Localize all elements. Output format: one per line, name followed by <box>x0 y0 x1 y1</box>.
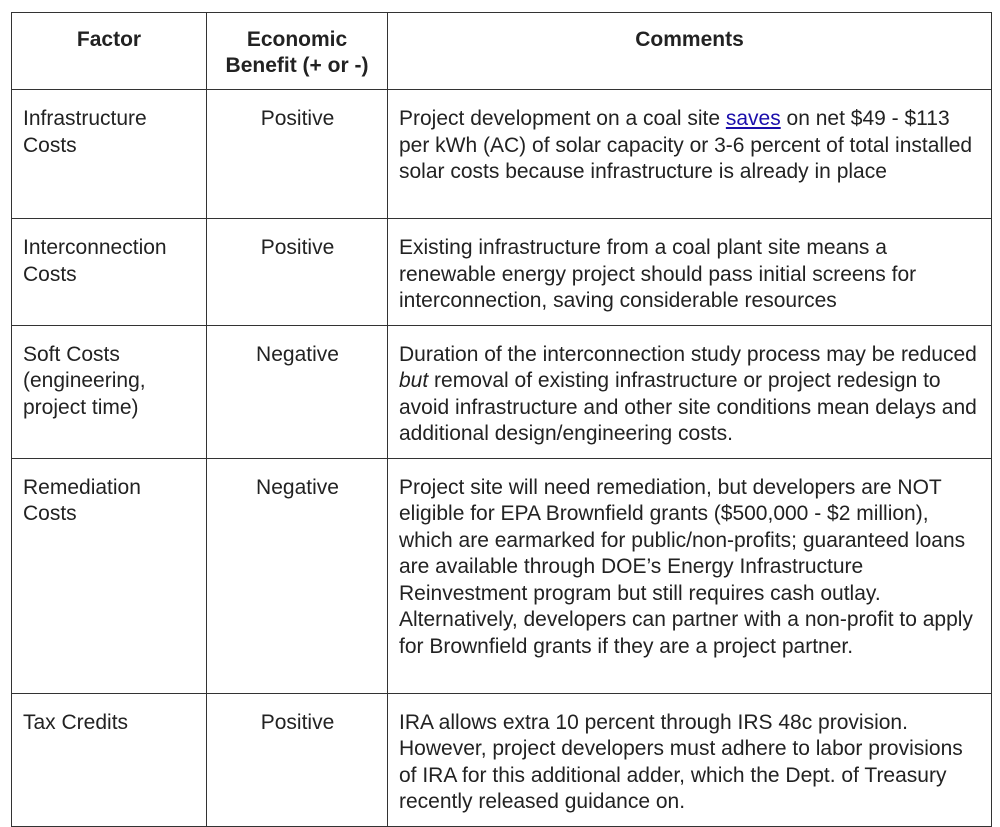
table-row <box>12 325 992 458</box>
economic-factors-table <box>11 12 992 827</box>
factor-cell: Interconnection Costs <box>12 219 207 326</box>
factor-cell: Remediation Costs <box>12 458 207 693</box>
table-header-row <box>12 13 992 90</box>
benefit-cell: Positive <box>207 90 388 219</box>
comment-cell <box>388 325 992 458</box>
comment-emphasis: but <box>399 369 429 392</box>
header-factor: Factor <box>12 13 207 90</box>
comment-text: on net $49 - $113 per kWh (AC) of solar capacity or 3-6 percent of total installed solar costs because infrastructure is already in place <box>399 107 973 183</box>
header-economic-benefit: Economic Benefit (+ or -) <box>207 13 388 90</box>
factor-cell: Infrastructure Costs <box>12 90 207 219</box>
header-comments: Comments <box>388 13 992 90</box>
benefit-cell: Negative <box>207 458 388 693</box>
comment-text: Duration of the interconnection study process may be reduced <box>399 342 977 366</box>
comment-text: removal of existing infrastructure or project redesign to avoid infrastructure and other site conditions mean delays and additional design/engineering costs. <box>399 369 977 445</box>
factor-cell: Soft Costs (engineering, project time) <box>12 325 207 458</box>
benefit-cell: Positive <box>207 219 388 326</box>
comment-text: Project development on a coal site <box>399 107 726 130</box>
table-row <box>12 458 992 693</box>
comment-cell <box>388 90 992 219</box>
benefit-cell: Positive <box>207 693 388 826</box>
comment-cell: IRA allows extra 10 percent through IRS 48c provision. However, project developers must adhere to labor provisions of IRA for this additional adder, which the Dept. of Treasury recently released guidance on. <box>388 693 992 826</box>
table-row <box>12 693 992 826</box>
factor-cell: Tax Credits <box>12 693 207 826</box>
comment-cell: Existing infrastructure from a coal plant site means a renewable energy project should pass initial screens for interconnection, saving considerable resources <box>388 219 992 326</box>
table-row <box>12 219 992 326</box>
benefit-cell: Negative <box>207 325 388 458</box>
comment-cell: Project site will need remediation, but developers are NOT eligible for EPA Brownfield grants ($500,000 - $2 million), which are earmarked for public/non-profits; guaranteed loans are available through DOE’s Energy Infrastructure Reinvestment program but still requires cash outlay. Alternatively, developers can partner with a non-profit to apply for Brownfield grants if they are a project partner. <box>388 458 992 693</box>
table-row <box>12 90 992 219</box>
saves-link[interactable]: saves <box>725 107 781 130</box>
